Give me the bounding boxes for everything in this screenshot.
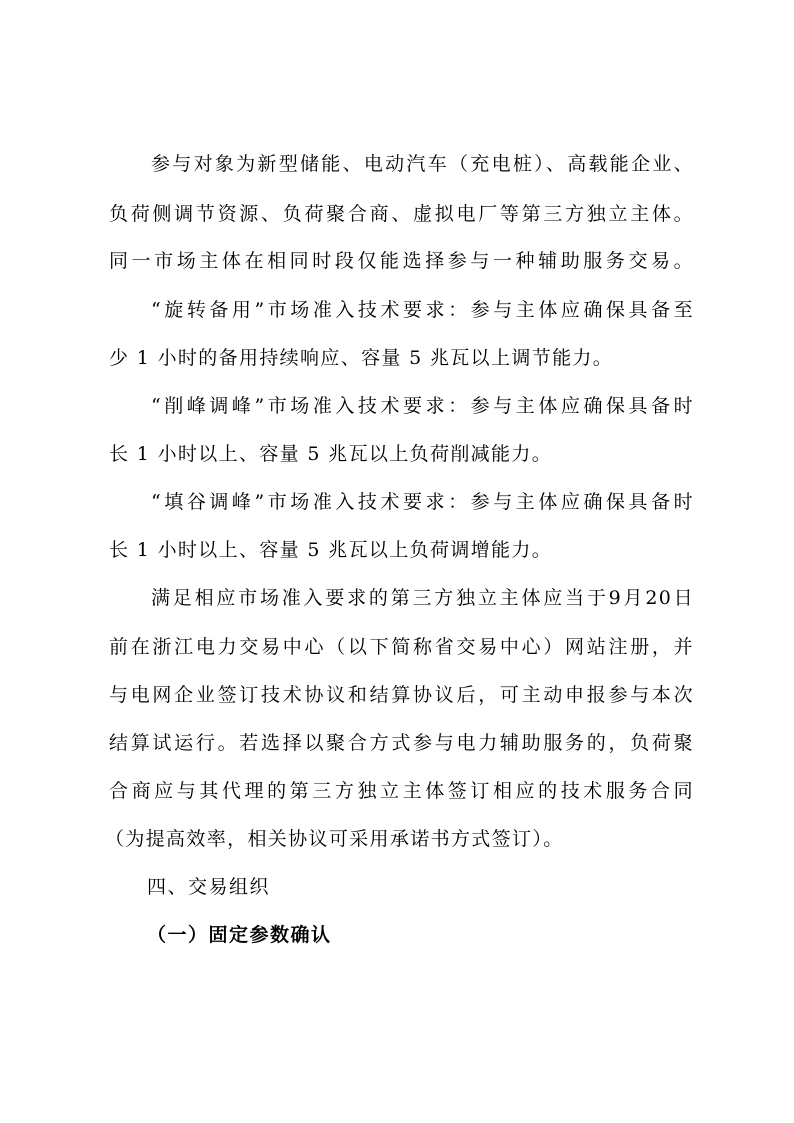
paragraph-5-line-6: （为提高效率，相关协议可采用承诺书方式签订）。 <box>105 828 564 850</box>
paragraph-4-line-2: 长 1 小时以上、容量 5 兆瓦以上负荷调增能力。 <box>109 539 553 561</box>
paragraph-5-line-1: 满足相应市场准入要求的第三方独立主体应当于9月20日 <box>151 587 694 609</box>
paragraph-1-line-3: 同一市场主体在相同时段仅能选择参与一种辅助服务交易。 <box>109 250 694 272</box>
paragraph-5-line-2: 前在浙江电力交易中心（以下简称省交易中心）网站注册，并 <box>109 636 694 658</box>
paragraph-5-line-3: 与电网企业签订技术协议和结算协议后，可主动申报参与本次 <box>109 684 694 706</box>
paragraph-2-line-2: 少 1 小时的备用持续响应、容量 5 兆瓦以上调节能力。 <box>109 347 614 369</box>
paragraph-5-line-4: 结算试运行。若选择以聚合方式参与电力辅助服务的，负荷聚 <box>109 732 694 754</box>
paragraph-3-line-2: 长 1 小时以上、容量 5 兆瓦以上负荷削减能力。 <box>109 443 553 465</box>
paragraph-4-line-1: “填谷调峰”市场准入技术要求：参与主体应确保具备时 <box>151 491 694 513</box>
paragraph-1-line-2: 负荷侧调节资源、负荷聚合商、虚拟电厂等第三方独立主体。 <box>109 203 694 225</box>
paragraph-1-line-1: 参与对象为新型储能、电动汽车（充电桩）、高载能企业、 <box>151 153 694 175</box>
paragraph-5-line-5: 合商应与其代理的第三方独立主体签订相应的技术服务合同 <box>109 780 694 802</box>
subsection-heading: （一）固定参数确认 <box>147 924 332 946</box>
paragraph-3-line-1: “削峰调峰”市场准入技术要求：参与主体应确保具备时 <box>151 395 694 417</box>
section-heading: 四、交易组织 <box>147 876 271 898</box>
paragraph-2-line-1: “旋转备用”市场准入技术要求：参与主体应确保具备至 <box>151 299 694 321</box>
